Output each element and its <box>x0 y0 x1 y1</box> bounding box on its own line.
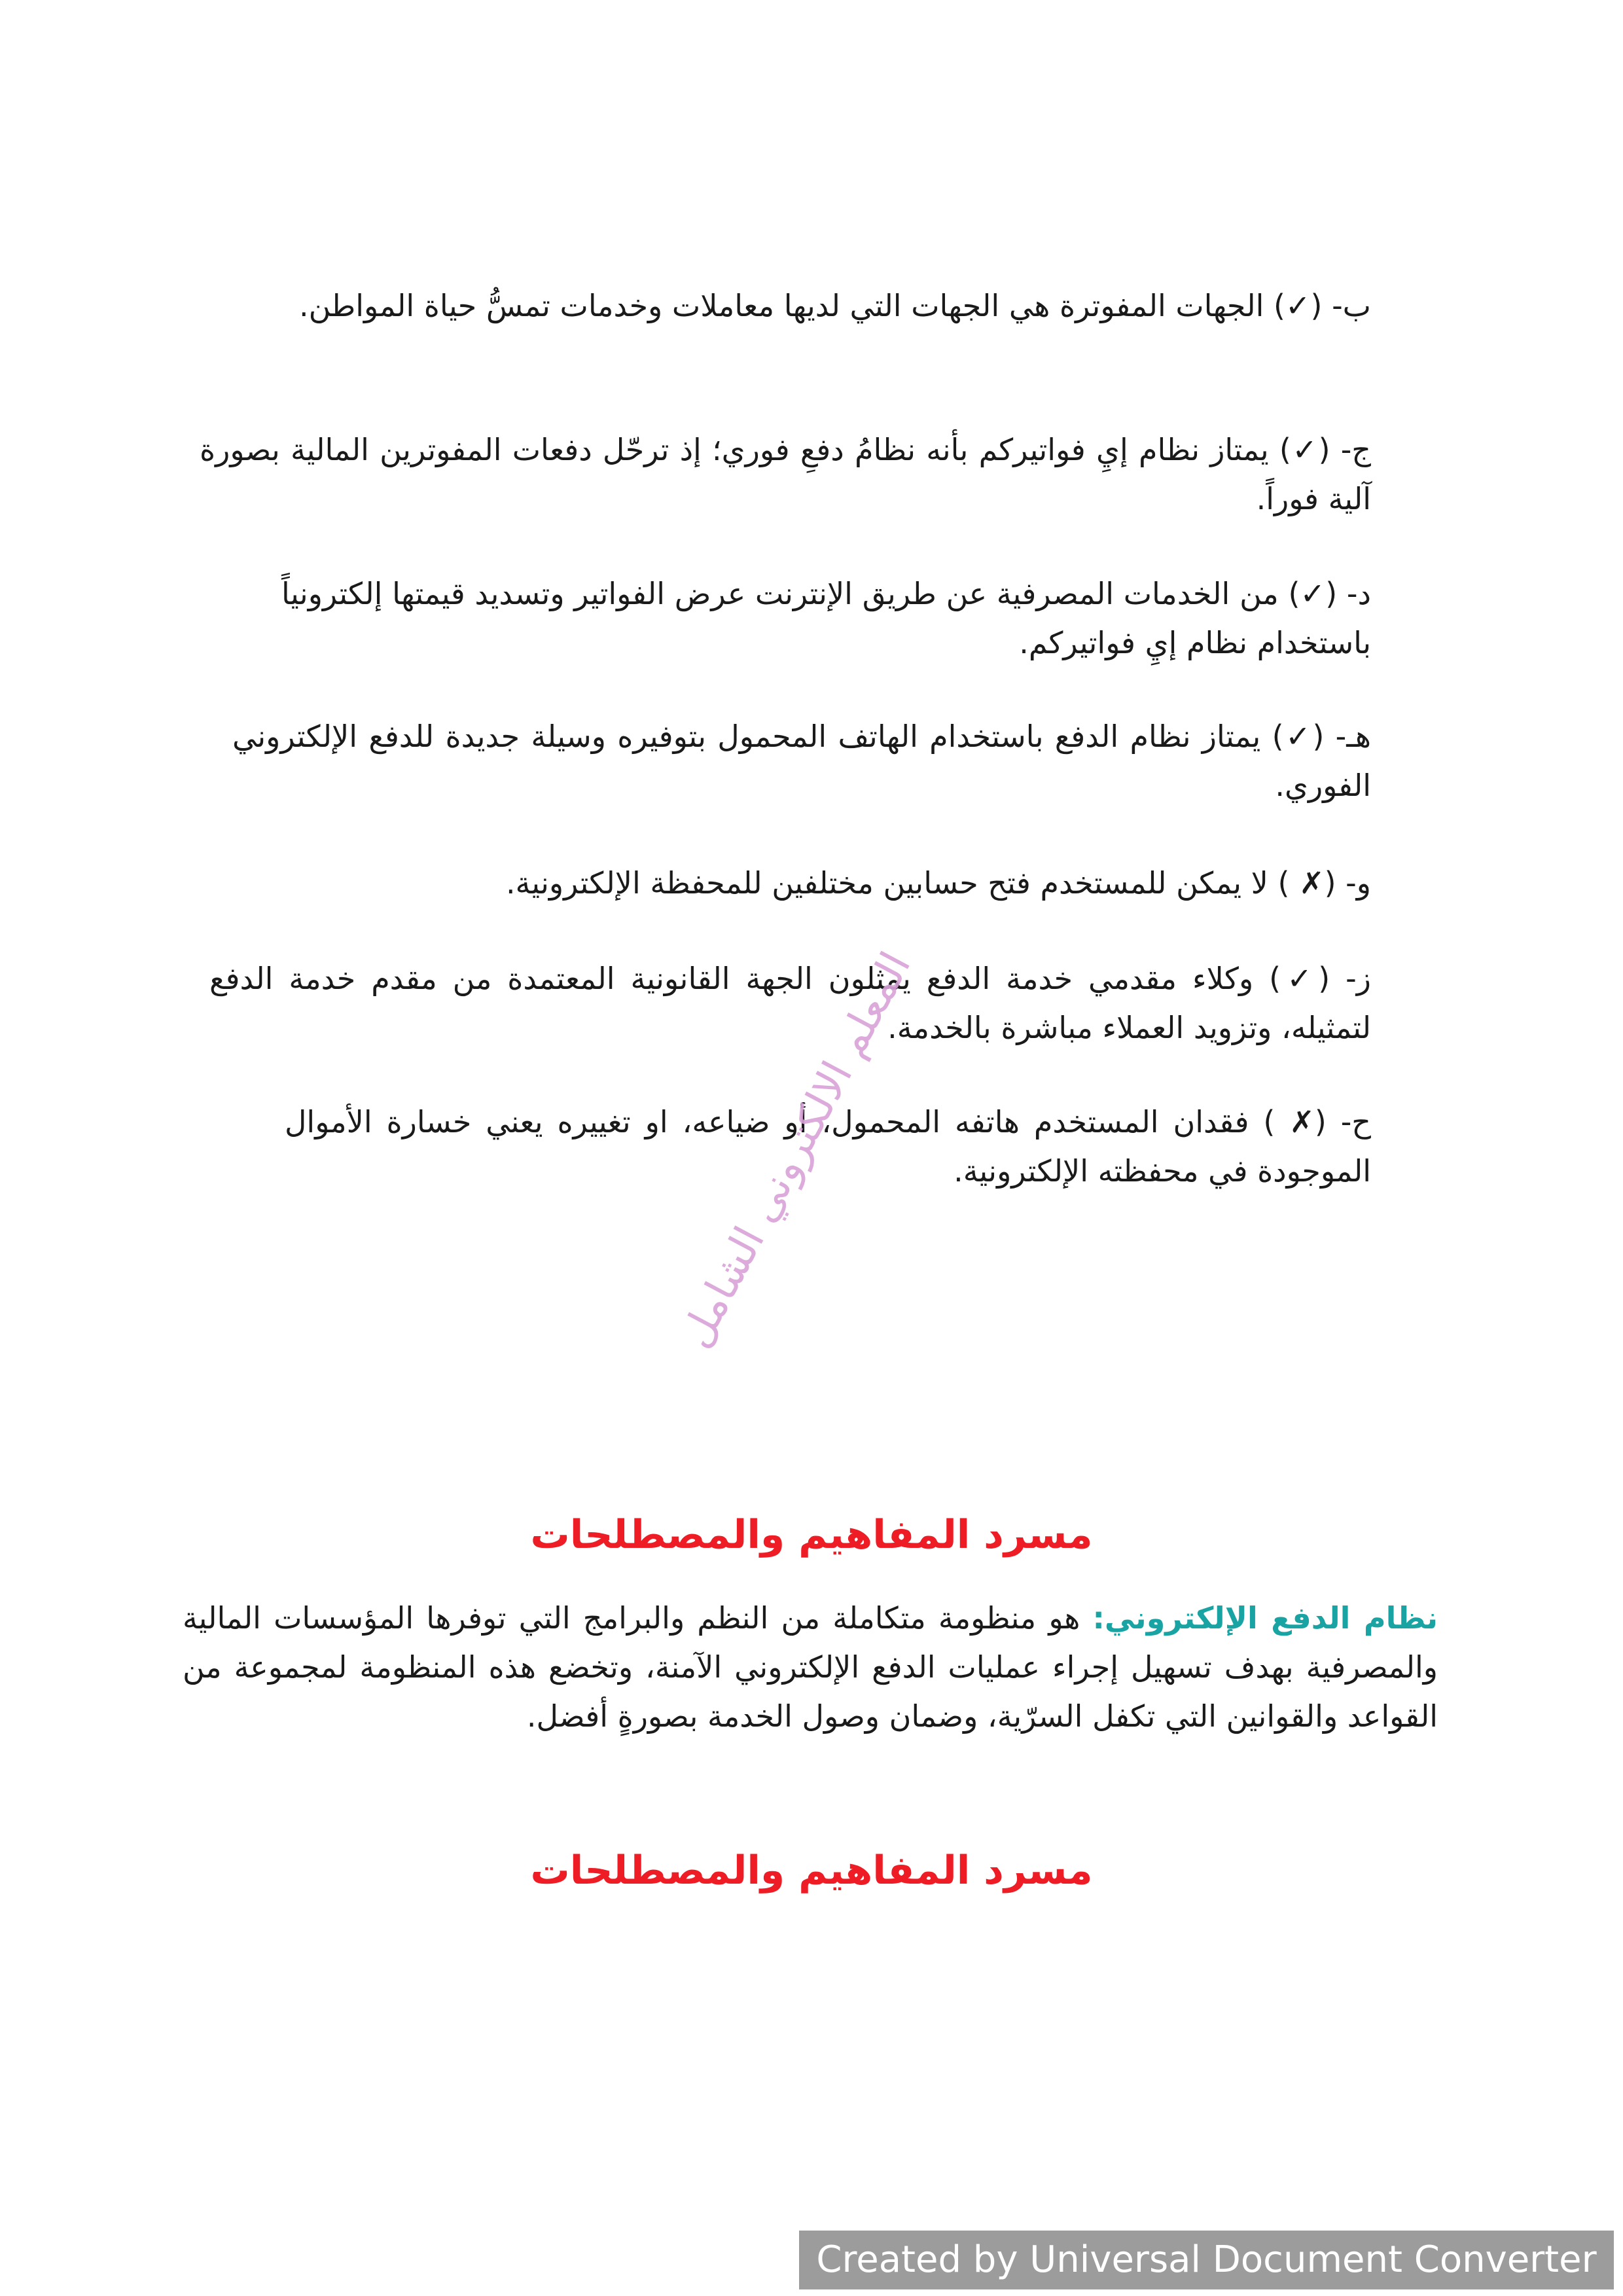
item-text: فقدان المستخدم هاتفه المحمول، أو ضياعه، او تغييره يعني خسارة الأموال الموجودة في محفظته الإلكترونية. <box>285 1104 1371 1189</box>
glossary-definition-text: هو منظومة متكاملة من النظم والبرامج التي توفرها المؤسسات المالية والمصرفية بهدف تسهيل إجراء عمليات الدفع الإلكتروني الآمنة، وتخضع هذه المنظومة لمجموعة من القواعد والقوانين التي تكفل السرّية، وضمان وصول الخدمة بصورةٍ أفضل. <box>183 1600 1438 1734</box>
item-suffix: ) <box>1274 288 1285 323</box>
glossary-term: نظام الدفع الإلكتروني: <box>1092 1600 1438 1636</box>
item-prefix: د- ( <box>1325 576 1372 611</box>
item-suffix: ) <box>1269 961 1281 996</box>
item-text: يمتاز نظام إيِ فواتيركم بأنه نظامُ دفعِ فوري؛ إذ ترحّل دفعات المفوترين المالية بصورة آلية فوراً. <box>200 432 1371 516</box>
item-suffix: ) <box>1279 432 1291 467</box>
converter-banner: Created by Universal Document Converter <box>799 2231 1614 2289</box>
answer-item-z <box>209 954 1371 1052</box>
cross-mark-icon: ✗ <box>1289 1104 1315 1139</box>
item-text: يمتاز نظام الدفع باستخدام الهاتف المحمول بتوفيره وسيلة جديدة للدفع الإلكتروني الفوري. <box>232 719 1371 803</box>
item-text: لا يمكن للمستخدم فتح حسابين مختلفين للمحفظة الإلكترونية. <box>505 865 1278 901</box>
item-text: الجهات المفوترة هي الجهات التي لديها معاملات وخدمات تمسُّ حياة المواطن. <box>298 288 1274 323</box>
item-text: وكلاء مقدمي خدمة الدفع يمثلون الجهة القانونية المعتمدة من مقدم خدمة الدفع لتمثيله، وتزويد العملاء مباشرة بالخدمة. <box>209 961 1371 1045</box>
item-text: من الخدمات المصرفية عن طريق الإنترنت عرض الفواتير وتسديد قيمتها إلكترونياً باستخدام نظام إيِ فواتيركم. <box>281 576 1371 660</box>
answer-item-b <box>249 281 1371 331</box>
item-prefix: ب- ( <box>1310 288 1371 323</box>
check-mark-icon: ✓ <box>1300 576 1326 611</box>
glossary-heading: مسرد المفاهيم والمصطلحات <box>530 1512 1093 1558</box>
item-suffix: ) <box>1277 865 1300 901</box>
item-suffix: ) <box>1272 719 1284 754</box>
answer-item-w <box>357 859 1371 908</box>
watermark-text: المعلم الالكتروني الشامل <box>671 944 921 1356</box>
glossary-definition <box>183 1594 1438 1741</box>
item-prefix: ح- ( <box>1314 1104 1371 1139</box>
item-prefix: ج- ( <box>1318 432 1371 467</box>
item-suffix: ) <box>1288 576 1300 611</box>
item-prefix: و- ( <box>1324 865 1371 901</box>
item-suffix: ) <box>1263 1104 1290 1139</box>
answer-item-d <box>281 569 1371 668</box>
answer-item-j <box>200 425 1371 524</box>
answer-item-h <box>232 712 1371 810</box>
cross-mark-icon: ✗ <box>1299 865 1325 901</box>
check-mark-icon: ✓ <box>1291 432 1319 467</box>
item-prefix: ز- ( <box>1318 961 1371 996</box>
item-prefix: هـ- ( <box>1312 719 1372 754</box>
check-mark-icon: ✓ <box>1281 961 1319 996</box>
check-mark-icon: ✓ <box>1285 288 1311 323</box>
glossary-heading-repeat: مسرد المفاهيم والمصطلحات <box>530 1848 1093 1893</box>
check-mark-icon: ✓ <box>1283 719 1313 754</box>
